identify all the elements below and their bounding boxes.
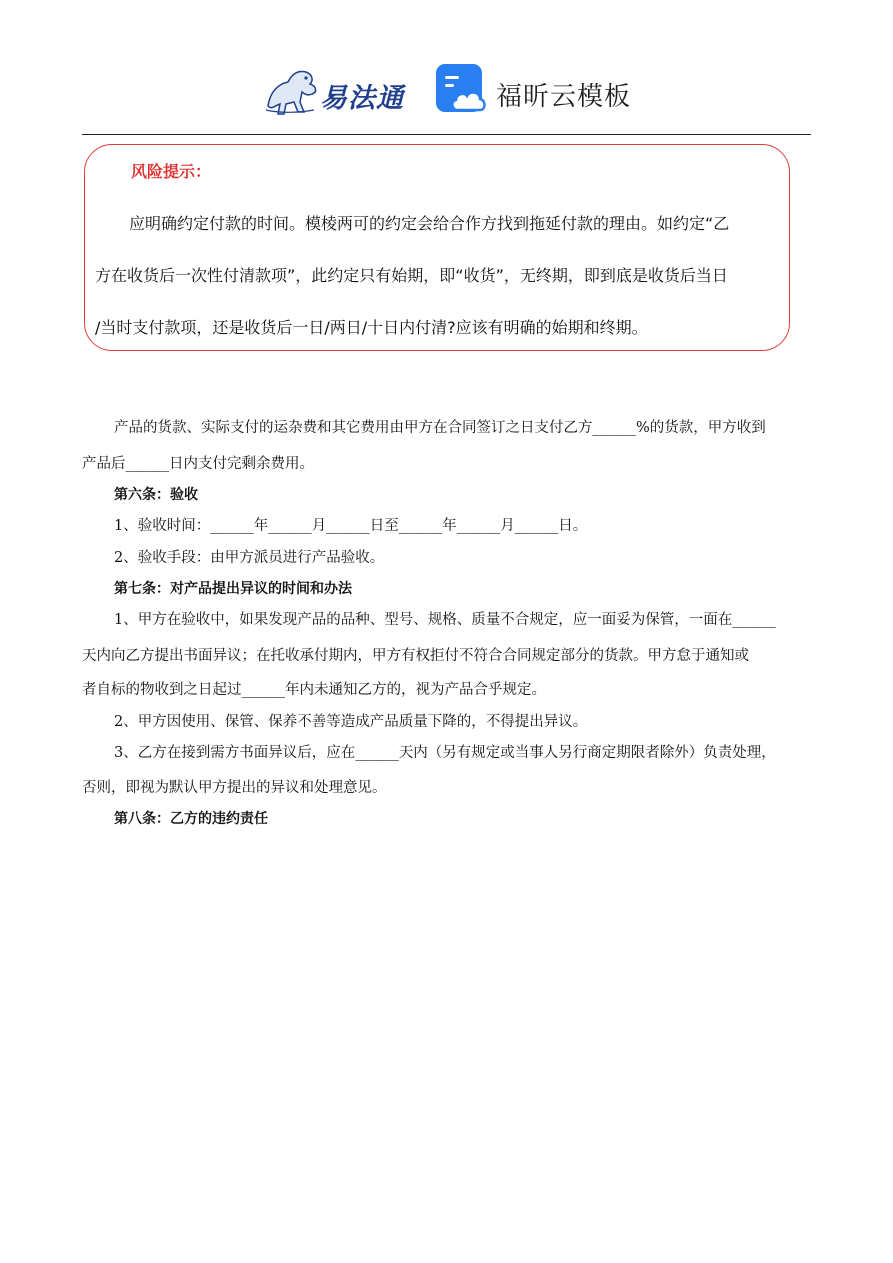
foxit-cloud-logo [436,64,636,118]
article-7-item-1-line-2: 天内向乙方提出书面异议；在托收承付期内，甲方有权拒付不符合合同规定部分的货款。甲方怠于通知或 [82,648,749,664]
article-6-heading: 第六条：验收 [114,487,198,503]
article-6-item-1: 1、验收时间：______年______月______日至______年______月______日。 [114,518,588,534]
risk-title: 风险提示： [131,162,212,181]
logo-right-text: 福昕云模板 [496,82,632,112]
article-7-heading: 第七条：对产品提出异议的时间和办法 [114,581,352,597]
article-6-item-2: 2、验收手段：由甲方派员进行产品验收。 [114,550,385,566]
article-7-item-3-line-1: 3、乙方在接到需方书面异议后，应在______天内（另有规定或当事人另行商定期限者除外）负责处理， [114,745,776,761]
article-8-heading: 第八条：乙方的违约责任 [114,811,268,827]
page-header [0,58,893,128]
article-7-item-3-line-2: 否则，即视为默认甲方提出的异议和处理意见。 [82,780,387,796]
payment-paragraph-line-1: 产品的货款、实际支付的运杂费和其它费用由甲方在合同签订之日支付乙方______%的货款，甲方收到 [114,420,766,436]
risk-line-1: 应明确约定付款的时间。模棱两可的约定会给合作方找到拖延付款的理由。如约定“乙 [129,214,730,233]
risk-line-2: 方在收货后一次性付清款项”，此约定只有始期，即“收货”，无终期，即到底是收货后当日 [95,266,728,285]
logo-left-text: 易法通 [320,83,404,114]
cloud-doc-icon [436,64,488,116]
risk-line-3: /当时支付款项，还是收货后一日/两日/十日内付清?应该有明确的始期和终期。 [95,318,648,337]
yifatong-logo [262,62,418,118]
article-7-item-2: 2、甲方因使用、保管、保养不善等造成产品质量下降的，不得提出异议。 [114,714,588,730]
payment-paragraph-line-2: 产品后______日内支付完剩余费用。 [82,456,314,472]
header-divider [82,134,811,135]
risk-notice-box [84,144,790,351]
article-7-item-1-line-3: 者自标的物收到之日起过______年内未通知乙方的，视为产品合乎规定。 [82,682,546,698]
qilin-icon [262,62,320,118]
article-7-item-1-line-1: 1、甲方在验收中，如果发现产品的品种、型号、规格、质量不合规定，应一面妥为保管，一面在______ [114,612,776,628]
